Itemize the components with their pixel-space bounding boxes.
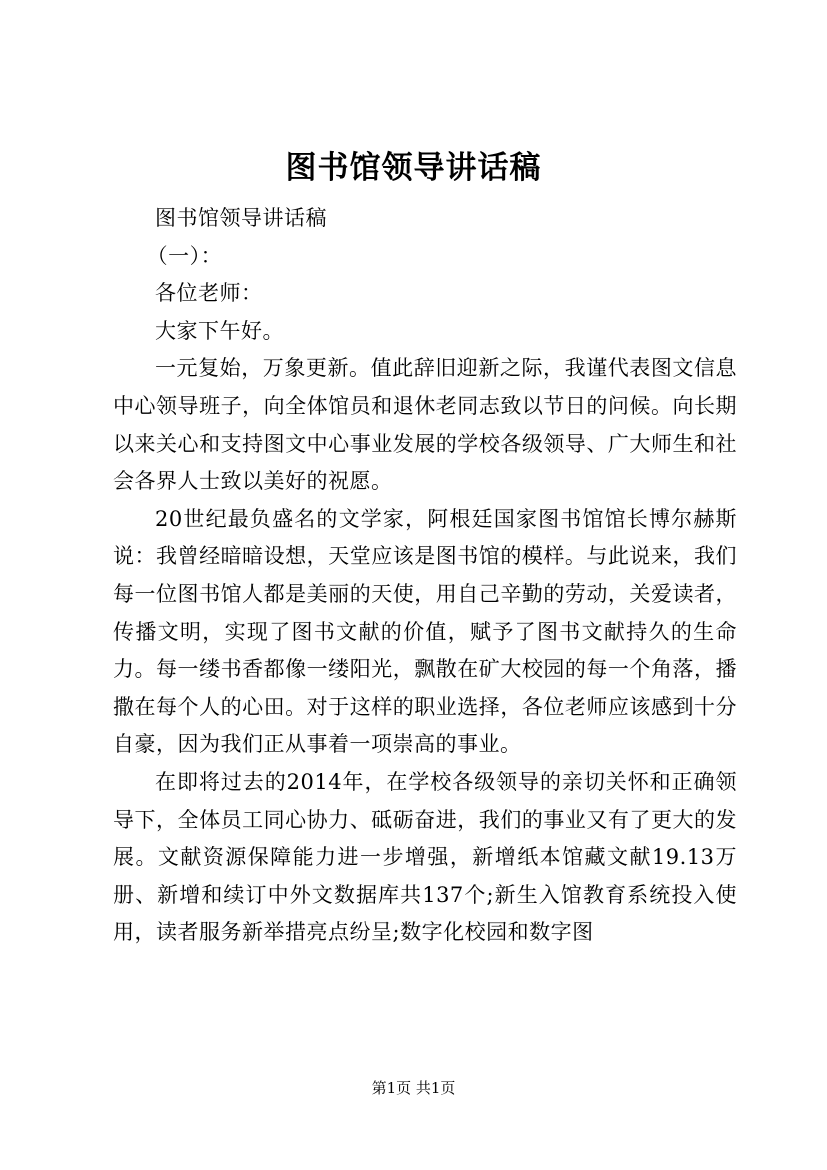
paragraph-subtitle: 图书馆领导讲话稿 [155,206,327,230]
paragraph-greeting: 大家下午好。 [155,318,284,343]
paragraph-section-number: （一）： [146,243,223,268]
document-body [113,200,737,952]
page-footer: 第1页 共1页 [371,1079,456,1097]
document-title: 图书馆领导讲话稿 [285,150,542,186]
paragraph-salutation: 各位老师： [155,281,263,306]
paragraph-2014-review: 在即将过去的2014年，在学校各级领导的亲切关怀和正确领导下，全体员工同心协力、砥砺奋进，我们的事业又有了更大的发展。文献资源保障能力进一步增强，新增纸本馆藏文献19.13万册、新增和续订中外文数据库共137个;新生入馆教育系统投入使用，读者服务新举措亮点纷呈;数字化校园和数字图 [113,769,737,945]
paragraph-new-year: 一元复始，万象更新。值此辞旧迎新之际，我谨代表图文信息中心领导班子，向全体馆员和退休老同志致以节日的问候。向长期以来关心和支持图文中心事业发展的学校各级领导、广大师生和社会各界人士致以美好的祝愿。 [113,356,737,494]
paragraph-borges: 20世纪最负盛名的文学家，阿根廷国家图书馆馆长博尔赫斯说：我曾经暗暗设想，天堂应该是图书馆的模样。与此说来，我们每一位图书馆人都是美丽的天使，用自己辛勤的劳动，关爱读者，传播文明，实现了图书文献的价值，赋予了图书文献持久的生命力。每一缕书香都像一缕阳光，飘散在矿大校园的每一个角落，播撒在每个人的心田。对于这样的职业选择，各位老师应该感到十分自豪，因为我们正从事着一项崇高的事业。 [113,506,737,757]
